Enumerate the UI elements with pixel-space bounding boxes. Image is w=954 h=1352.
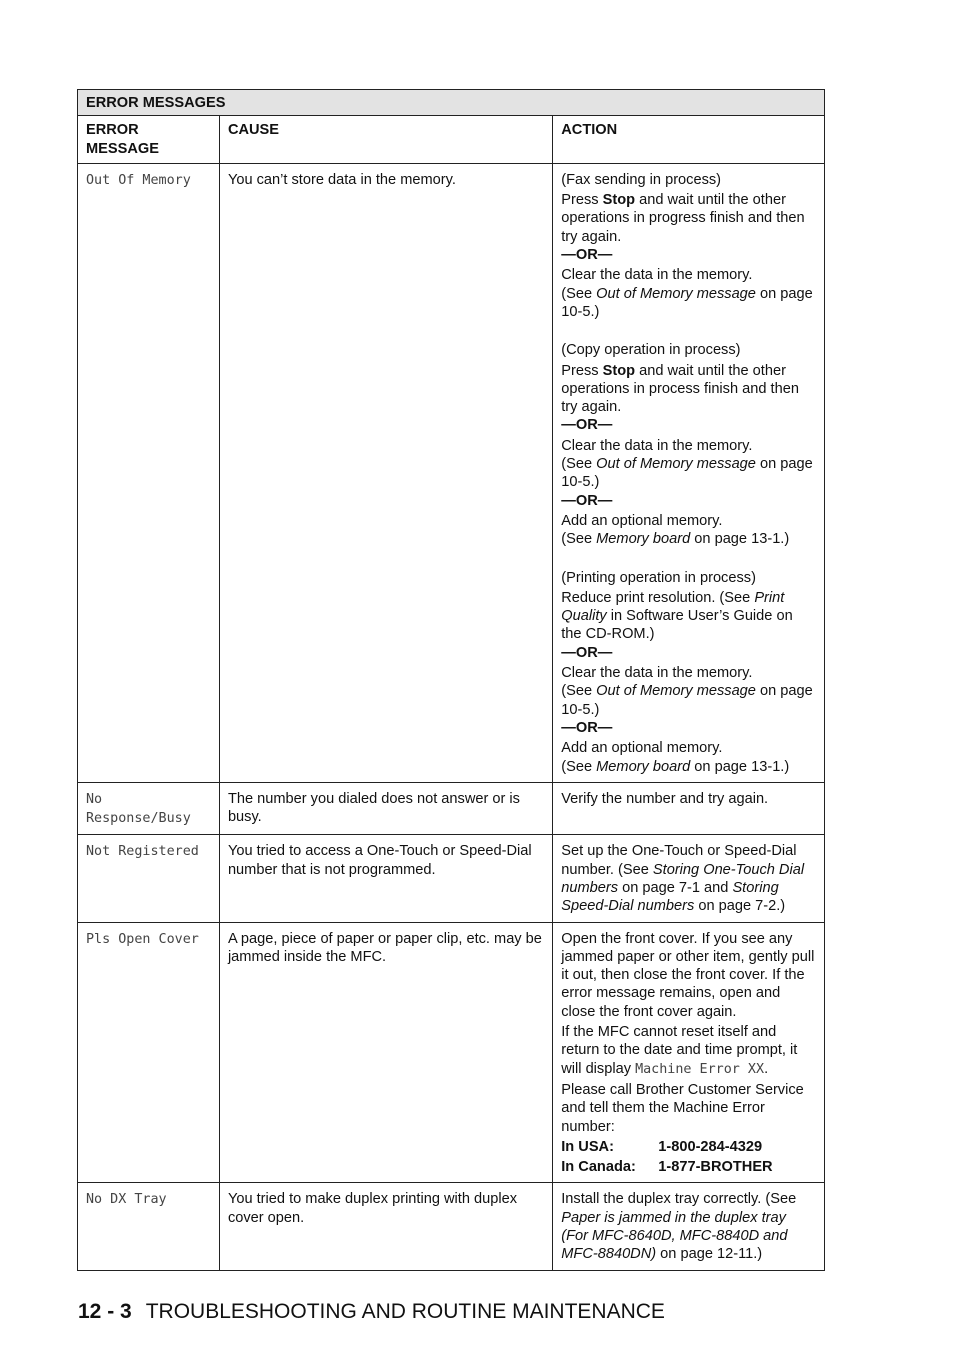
canada-phone: In Canada: 1-877-BROTHER xyxy=(561,1159,773,1176)
copy-clear: Clear the data in the memory. xyxy=(561,437,753,454)
action-cell: Install the duplex tray correctly. (See Paper is jammed in the duplex tray (For MFC-8640D, MFC-8840D and MFC-8840DN) on page 12-11.) xyxy=(553,1183,825,1270)
or-divider: —OR— xyxy=(561,417,613,434)
or-divider: —OR— xyxy=(561,644,613,661)
usa-phone: In USA: 1-800-284-4329 xyxy=(561,1138,763,1155)
error-code: Not Registered xyxy=(86,844,199,860)
header-cause: CAUSE xyxy=(219,116,552,164)
error-message-cell xyxy=(78,163,220,782)
header-row xyxy=(78,116,825,164)
cause-cell: The number you dialed does not answer or is busy. xyxy=(219,782,552,835)
copy-see-ref: (See Out of Memory message on page 10-5.) xyxy=(561,456,813,491)
print-intro: (Printing operation in process) xyxy=(561,569,756,586)
print-add-memory: Add an optional memory. xyxy=(561,740,723,757)
print-see-ref2: (See Memory board on page 13-1.) xyxy=(561,758,790,775)
or-divider: —OR— xyxy=(561,247,613,264)
table-row xyxy=(78,163,825,782)
error-message-cell xyxy=(78,782,220,835)
copy-press-stop: Press Stop and wait until the other operations in process finish and then try again. xyxy=(561,362,799,416)
table-title: ERROR MESSAGES xyxy=(78,90,825,116)
cause-cell: You tried to access a One-Touch or Speed-Dial number that is not programmed. xyxy=(219,835,552,922)
copy-see-ref2: (See Memory board on page 13-1.) xyxy=(561,531,790,548)
header-error-message: ERROR MESSAGE xyxy=(78,116,220,164)
table-row xyxy=(78,782,825,835)
error-code: No Response/Busy xyxy=(86,791,191,827)
error-code: No DX Tray xyxy=(86,1192,167,1208)
action-paragraph: If the MFC cannot reset itself and return to the date and time prompt, it will display Machine Error XX. xyxy=(561,1024,798,1077)
fax-see-ref: (See Out of Memory message on page 10-5.) xyxy=(561,285,813,320)
cause-cell: You can’t store data in the memory. xyxy=(219,163,552,782)
page-footer xyxy=(78,1300,665,1324)
action-paragraph: Open the front cover. If you see any jammed paper or other item, gently pull it out, then close the front cover. If the error message remains, open and close the front cover again. xyxy=(561,930,815,1020)
table-row xyxy=(78,1183,825,1270)
header-action: ACTION xyxy=(553,116,825,164)
action-cell: Verify the number and try again. xyxy=(553,782,825,835)
error-messages-table xyxy=(77,89,825,1271)
or-divider: —OR— xyxy=(561,492,613,509)
action-cell xyxy=(553,922,825,1183)
print-see-ref: (See Out of Memory message on page 10-5.) xyxy=(561,683,813,718)
section-title: TROUBLESHOOTING AND ROUTINE MAINTENANCE xyxy=(145,1300,665,1323)
table-row xyxy=(78,922,825,1183)
error-message-cell xyxy=(78,922,220,1183)
or-divider: —OR— xyxy=(561,719,613,736)
action-cell xyxy=(553,163,825,782)
table-row xyxy=(78,835,825,922)
action-cell: Set up the One-Touch or Speed-Dial number. (See Storing One-Touch Dial numbers on page 7-1 and Storing Speed-Dial numbers on page 7-2.) xyxy=(553,835,825,922)
cause-cell: You tried to make duplex printing with duplex cover open. xyxy=(219,1183,552,1270)
error-message-cell xyxy=(78,835,220,922)
fax-press-stop: Press Stop and wait until the other operations in progress finish and then try again. xyxy=(561,192,805,245)
copy-intro: (Copy operation in process) xyxy=(561,342,741,359)
error-code: Out Of Memory xyxy=(86,172,191,188)
print-clear: Clear the data in the memory. xyxy=(561,665,753,682)
error-message-cell xyxy=(78,1183,220,1270)
print-reduce: Reduce print resolution. (See Print Quality in Software User’s Guide on the CD-ROM.) xyxy=(561,589,793,643)
cause-cell: A page, piece of paper or paper clip, etc. may be jammed inside the MFC. xyxy=(219,922,552,1183)
fax-intro: (Fax sending in process) xyxy=(561,171,722,188)
action-paragraph: Please call Brother Customer Service and tell them the Machine Error number: xyxy=(561,1081,804,1135)
page-number: 12 - 3 xyxy=(78,1300,132,1323)
error-code: Pls Open Cover xyxy=(86,931,199,947)
copy-add-memory: Add an optional memory. xyxy=(561,512,723,529)
fax-clear: Clear the data in the memory. xyxy=(561,267,753,284)
